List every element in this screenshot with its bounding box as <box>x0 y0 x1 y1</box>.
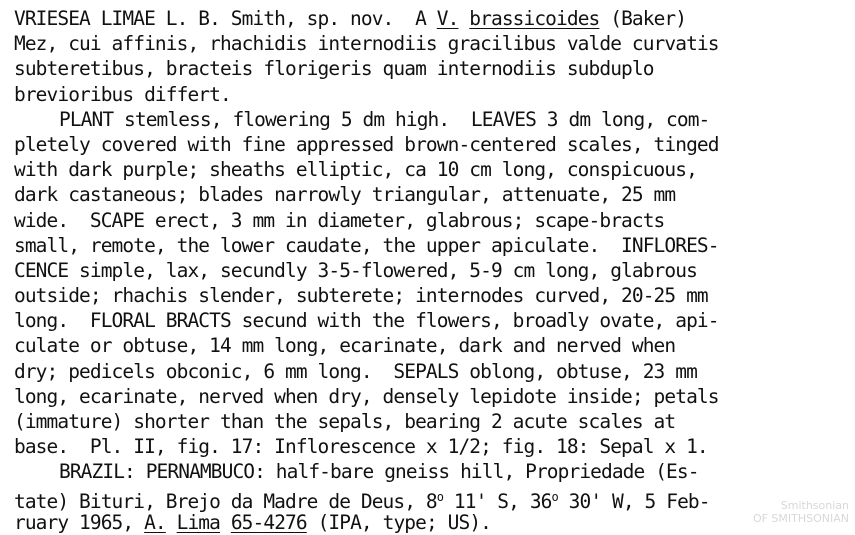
text-line: base. Pl. II, fig. 17: Inflorescence x 1/2; fig. 18: Sepal x 1. <box>14 435 708 459</box>
text-line: tate) Bituri, Brejo da Madre de Deus, 8$^o$ 11' S, 36$^o$ 30' W, 5 Feb- <box>14 489 710 513</box>
text-line: wide. SCAPE erect, 3 mm in diameter, glabrous; scape-bracts <box>14 208 665 232</box>
text-line: VRIESEA LIMAE L. B. Smith, sp. nov. A V. brassicoides (Baker) <box>14 7 687 30</box>
genus-abbrev: V. <box>436 7 459 30</box>
text-line: PLANT stemless, flowering 5 dm high. LEAVES 3 dm long, com- <box>59 107 710 131</box>
text-line: ruary 1965, A. Lima 65-4276 (IPA, type; US). <box>14 510 492 534</box>
text-line: culate or obtuse, 14 mm long, ecarinate, dark and nerved when <box>14 334 676 358</box>
watermark: Smithsonian OF SMITHSONIAN <box>752 499 849 525</box>
text-line: long, ecarinate, nerved when dry, densely lepidote inside; petals <box>14 384 719 408</box>
text-line: small, remote, the lower caudate, the upper apiculate. INFLORES- <box>14 233 719 257</box>
collection-number: 65-4276 <box>230 510 307 534</box>
collector-name: Lima <box>176 510 220 534</box>
text-line: (immature) shorter than the sepals, bearing 2 acute scales at <box>14 410 676 433</box>
degree-sign: o <box>551 489 558 504</box>
text-line: pletely covered with fine appressed brown-centered scales, tinged <box>14 132 719 156</box>
text-line: dark castaneous; blades narrowly triangular, attenuate, 25 mm <box>14 183 676 207</box>
text-line: dry; pedicels obconic, 6 mm long. SEPALS oblong, obtuse, 23 mm <box>14 359 697 383</box>
text-line: BRAZIL: PERNAMBUCO: half-bare gneiss hill, Propriedade (Es- <box>59 460 699 484</box>
text-line: long. FLORAL BRACTS secund with the flowers, broadly ovate, api- <box>14 309 719 333</box>
species-epithet: brassicoides <box>469 7 600 30</box>
degree-sign: o <box>436 489 444 504</box>
text-line: CENCE simple, lax, secundly 3-5-flowered, 5-9 cm long, glabrous <box>14 258 697 282</box>
text-line: Mez, cui affinis, rhachidis internodiis gracilibus valde curvatis <box>14 32 719 56</box>
text-line: with dark purple; sheaths elliptic, ca 10 cm long, conspicuous, <box>14 158 697 182</box>
species-heading: VRIESEA LIMAE L. B. Smith, sp. nov. A <box>14 7 437 30</box>
text-line: subteretibus, bracteis florigeris quam internodiis subduplo <box>14 57 654 81</box>
text-line: outside; rhachis slender, subterete; internodes curved, 20-25 mm <box>14 284 708 308</box>
text-line: brevioribus differt. <box>14 82 231 106</box>
collector-initial: A. <box>144 510 166 534</box>
